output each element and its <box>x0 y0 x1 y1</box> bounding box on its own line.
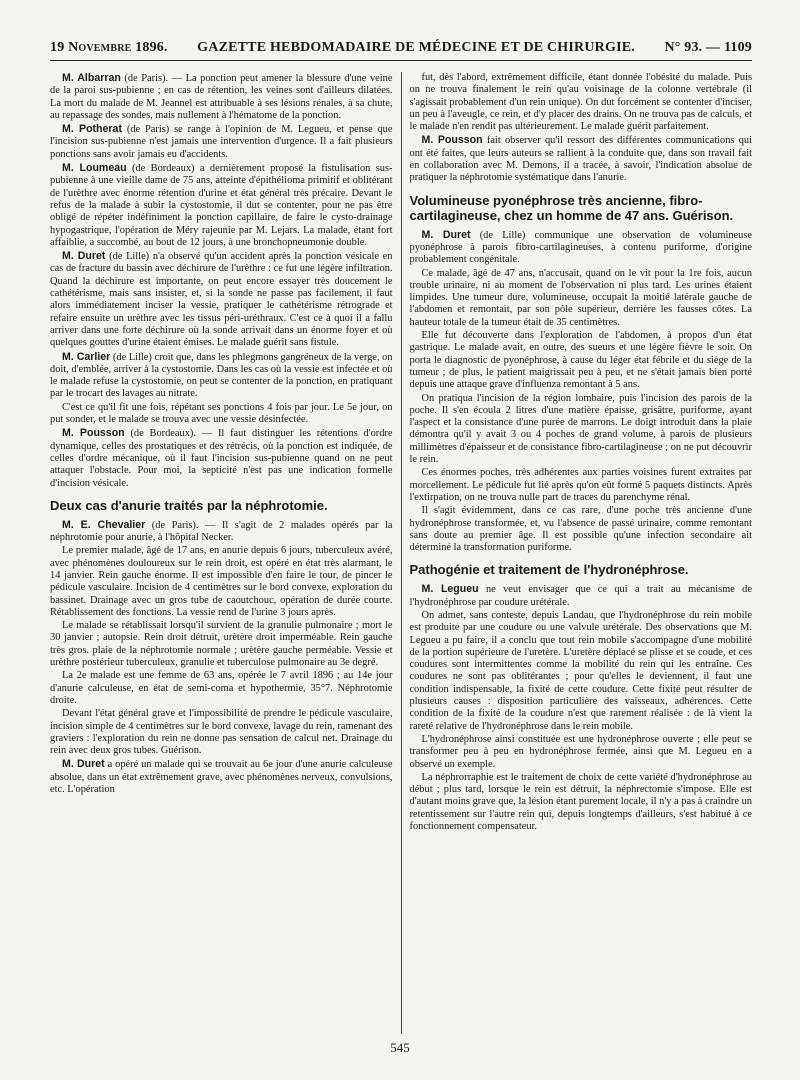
paragraph <box>50 351 393 401</box>
paragraph-text: (de Bordeaux). — Il faut distinguer les rétentions d'ordre dynamique, celles des prostatiques et des rétrécis, où la ponction est indiquée, de celles d'ordre mécanique, où il faut l'incision sus-pubienne quand on ne peut attaquer l'obstacle. Pour moi, la septicité n'est pas une indication formelle d'incision vésicale. <box>50 428 393 489</box>
section-heading-anurie: Deux cas d'anurie traités par la néphrotomie. <box>50 497 328 513</box>
paragraph-text: fait observer qu'il ressort des différentes communications qui ont été faites, que leurs auteurs se rallient à la conduite que, dans son travail fait en collaboration avec M. Demons, il a tracée, à savoir, l'indication absolue de pratiquer la néphrotomie systématique dans l'anurie. <box>409 135 752 184</box>
paragraph-text: (de Bordeaux) a dernièrement proposé la fistulisation sus-pubienne à une vieille dame de 75 ans, atteinte d'épithélioma primitif et oblitérant de l'urèthre avec énorme rétention d'urine et état général très précaire. Devant le refus de la malade à subir la cystostomie, il dut se contenter, pour ne pas être obligé de répéter indéfiniment la ponction capillaire, de faire le cysto-drainage hypogastrique, l'opération de Méry rajeunie par M. Lejars. La malade, étant fort affaiblie, a succombé, au bout de 12 jours, à une bronchopneumonie double. <box>50 163 393 248</box>
paragraph-text: L'hydronéphrose ainsi constituée est une hydronéphrose ouverte ; elle peut se transformer peu à peu en hydronéphrose fermée, ainsi que M. Legueu en a observé un exemple. <box>409 733 752 770</box>
paragraph <box>50 545 393 619</box>
paragraph <box>50 670 393 707</box>
paragraph-text: a opéré un malade qui se trouvait au 6e jour d'une anurie calculeuse absolue, dans un état extrêmement grave, avec phénomènes nerveux, convulsions, etc. L'opération <box>50 759 393 796</box>
section-heading-hydronephrose: Pathogénie et traitement de l'hydronéphrose. <box>409 562 689 578</box>
speaker-name: M. E. Chevalier <box>62 518 146 531</box>
paragraph <box>410 610 753 733</box>
paragraph <box>50 427 393 489</box>
paragraph <box>410 734 753 771</box>
paragraph <box>50 72 393 122</box>
paragraph-text: On admet, sans conteste, depuis Landau, que l'hydronéphrose du rein mobile est produite par une coudure ou une valvule urétérale. Des observations que M. Legueu a pu faire, il a conclu que tout rein mobile s'accompagne d'une mobilité de la portion supérieure de l'uretère. L'uretère déplacé se plisse et se coude, et ces coudures sont intermittentes comme la mobilité du rein qui les entraîne. Ces coudures ne sont pas oblitérantes ; pour qu'elles le deviennent, il faut une condition indispensable, la fixité de cette coudure. Cette fixité peut résulter de plusieurs causes : disposition particulière des vaisseaux, adhérences. Cette condition de la fixité de la coudure n'est que rarement réalisée : de là vient la rareté relative de l'hydronéphrose dans le rein mobile. <box>409 609 752 732</box>
speaker-name: M. Albarran <box>62 72 121 84</box>
paragraph <box>410 583 753 609</box>
speaker-name: M. Potherat <box>62 123 122 136</box>
paragraph-text: (de Lille) n'a observé qu'un accident après la ponction vésicale en cas de fracture du bassin avec déchirure de l'urèthre : ce fut une légère infiltration. Quand la déchirure est importante, on peut encore essayer très doucement le cathétérisme, mais sans insister, et, si la sonde ne passe pas facilement, il faut alors immédiatement inciser la vessie, pratiquer le cathétérisme rétrograde et refaire ensuite un urèthre avec les tissus péri-uréthraux. C'est ce à quoi il a fallu arriver dans une forte déchirure où la sonde arrivait dans un énorme foyer et où quelques gouttes d'urine étaient émises. Le malade guérit sans fistule. <box>50 251 393 349</box>
speaker-name: M. Pousson <box>62 427 125 440</box>
header-issue: N° 93. — 1109 <box>664 40 752 55</box>
speaker-name: M. Duret <box>421 228 471 241</box>
paragraph <box>50 402 393 427</box>
paragraph <box>50 250 393 349</box>
paragraph <box>410 229 753 267</box>
paragraph <box>410 330 753 391</box>
paragraph <box>410 134 753 184</box>
left-paragraphs-a <box>50 72 393 490</box>
paragraph-text: Devant l'état général grave et l'impossibilité de prendre le pédicule vasculaire, incision simple de 4 centimètres sur le bord convexe, lavage du rein, ramenant des graviers : l'exploration du rein ne donne pas sensation de calcul net. Drainage du rein avec deux gros tubes. Guérison. <box>50 708 393 757</box>
left-paragraphs-b <box>50 519 393 797</box>
paragraph <box>410 72 753 133</box>
speaker-name: M. Legueu <box>421 583 479 596</box>
paragraph-text: ne veut envisager que ce qui a trait au mécanisme de l'hydronéphrose par coudure urétérale. <box>409 584 752 608</box>
paragraph-text: (de Lille) croit que, dans les phlegmons gangréneux de la verge, on doit, d'emblée, arriver à la cystostomie. Dans les cas où la vessie est infectée et où le malade refuse la cystostomie, on peut se contenter de la ponction, en pratiquant par le trocart des lavages au nitrate. <box>50 351 393 400</box>
paragraph-text: Il s'agit évidemment, dans ce cas rare, d'une poche très ancienne d'une hydronéphrose transformée, et, vu l'absence de passé urinaire, comme remontant sans doute au premier âge. Il est possible qu'une infection secondaire ait déterminé la transformation puriforme. <box>409 505 752 554</box>
paragraph <box>50 758 393 796</box>
speaker-name: M. Loumeau <box>62 162 127 175</box>
paragraph-text: Elle fut découverte dans l'exploration de l'abdomen, à propos d'un état gastrique. Le malade avait, en outre, des sueurs et une légère fièvre le soir. On porta le diagnostic de pyonéphrose, à cause du léger état fébrile et du siège de la tumeur ; de plus, le patient maigrissait peu à peu, et ne s'était jamais bien porté depuis une attaque grave d'influenza remontant à 5 ans. <box>409 330 752 391</box>
text-columns <box>50 72 752 1034</box>
paragraph <box>410 772 753 833</box>
speaker-name: M. Duret <box>62 758 105 771</box>
header-date: 19 Novembre 1896. <box>50 40 168 55</box>
paragraph <box>50 162 393 249</box>
speaker-name: M. Carlier <box>62 350 111 363</box>
speaker-name: M. Duret <box>62 250 106 263</box>
speaker-name: M. Pousson <box>421 134 483 147</box>
running-header <box>50 36 752 61</box>
right-paragraphs-b <box>410 229 753 555</box>
section-heading-pyonephrose: Volumineuse pyonéphrose très ancienne, fibro-cartilagineuse, chez un homme de 47 ans. Guérison. <box>409 192 734 223</box>
right-paragraphs-a <box>410 72 753 185</box>
paragraph-text: (de Paris) se range à l'opinion de M. Legueu, et pense que l'incision sus-pubienne n'est jamais une intervention d'urgence. Il a fait plusieurs ponctions sans avoir jamais eu d'accidents. <box>50 124 393 160</box>
paragraph <box>410 505 753 554</box>
paragraph-text: fut, dès l'abord, extrêmement difficile, étant donnée l'obésité du malade. Puis on ne trouva finalement le rein qu'au voisinage de la colonne vertébrale (il s'agissait probablement d'un rein unique). On dut forcément se contenter d'inciser, un peu à l'aveugle, ce rein, et d'y placer des drains. On ne trouva pas de calculs, et le malade n'en rendit pas ultérieurement. Le malade guérit parfaitement. <box>409 72 752 133</box>
right-paragraphs-c <box>410 583 753 833</box>
page-number: 545 <box>390 1040 410 1055</box>
paragraph-text: C'est ce qu'il fit une fois, répétant ses ponctions 4 fois par jour. Le 5e jour, on put sonder, et le malade se trouva avec une vessie désinfectée. <box>50 401 393 426</box>
paragraph <box>50 519 393 545</box>
paragraph <box>50 708 393 757</box>
paragraph <box>410 467 753 504</box>
right-column <box>401 72 753 1034</box>
paragraph <box>50 620 393 669</box>
left-column <box>50 72 401 1034</box>
paragraph <box>410 393 753 467</box>
header-title: GAZETTE HEBDOMADAIRE DE MÉDECINE ET DE CHIRURGIE. <box>197 40 635 55</box>
paragraph-text: Ce malade, âgé de 47 ans, n'accusait, quand on le vit pour la 1re fois, aucun trouble urinaire, ni au moment de l'observation ni plus tard. Les urines étaient limpides. Une tumeur dure, volumineuse, occupait la moitié latérale gauche de l'abdomen et remontait, par son pôle supérieur, derrière les fausses côtes. La hauteur totale de la tumeur était de 35 centimètres. <box>409 267 752 328</box>
paragraph-text: (de Paris). — La ponction peut amener la blessure d'une veine de la paroi sus-pubienne ; en cas de rétention, les veines sont d'ailleurs dilatées. La mort du malade de M. Jeannel est attribuable à ses lésions rénales, à sa chute, au repassage des sondes, mais nullement à l'hématome de la ponction. <box>50 73 393 121</box>
paragraph-text: (de Paris). — Il s'agit de 2 malades opérés par la néphrotomie pour anurie, à l'hôpital Necker. <box>50 519 393 544</box>
paragraph <box>410 268 753 329</box>
paragraph-text: Ces énormes poches, très adhérentes aux parties voisines furent extraites par morcellement. Le pédicule fut lié après qu'on eût formé 5 paquets distincts. Après l'extirpation, on ne trouva nulle part de traces du parenchyme rénal. <box>409 467 752 503</box>
paragraph-text: Le malade se rétablissait lorsqu'il survient de la granulie pulmonaire ; mort le 30 janvier ; autopsie. Rein droit détruit, urètère droit imperméable. Rein gauche très gros. plaie de la néphrotomie normale ; urètère gauche perméable. Vessie et urèthre postérieur tuberculeux, granulie et tuberculose pulmonaire au 3e degré. <box>50 620 393 669</box>
paragraph-text: On pratiqua l'incision de la région lombaire, puis l'incision des parois de la poche. Il s'en écoula 2 litres d'une matière épaisse, grisâtre, puriforme, ayant l'aspect et la consistance d'une purée de marrons. Le doigt introduit dans la plaie démontra qu'il y avait 3 ou 4 poches de grand volume, à parois de plusieurs millimètres d'épaisseur et de consistance fibro-cartilagineuse ; on ne put découvrir le rein. <box>409 392 752 466</box>
paragraph-text: La 2e malade est une femme de 63 ans, opérée le 7 avril 1896 ; au 14e jour d'anurie calculeuse, en état de semi-coma et hypothermie, 35°7. Néphrotomie droite. <box>50 670 393 706</box>
paragraph-text: (de Lille) communique une observation de volumineuse pyonéphrose à parois fibro-cartilagineuses, à contenu puriforme, d'origine probablement congénitale. <box>409 229 752 266</box>
paragraph <box>50 123 393 161</box>
paragraph-text: La néphrorraphie est le traitement de choix de cette variété d'hydronéphrose au début ; plus tard, lorsque le rein est détruit, la néphrectomie s'impose. Elle est d'autant moins grave que, la lésion étant purement locale, il n'y a pas à craindre un retentissement sur l'autre rein qui, depuis longtemps d'ailleurs, s'est habitué à ce fonctionnement compensateur. <box>409 771 752 833</box>
paragraph-text: Le premier malade, âgé de 17 ans, en anurie depuis 6 jours, tuberculeux avéré, avec phénomènes douloureux sur le rein droit, est opéré en état très alarmant, le 14 janvier. Rein gauche énorme. Il est impossible d'en faire le tour, de pincer le pédicule vasculaire. Incision de 4 centimètres sur le bord convexe, exploration du bassinet. Drainage avec un gros tube de caoutchouc, opération de durée courte. Rétablissement des fonctions. La vessie rend de l'urine 3 jours après. <box>50 545 393 618</box>
